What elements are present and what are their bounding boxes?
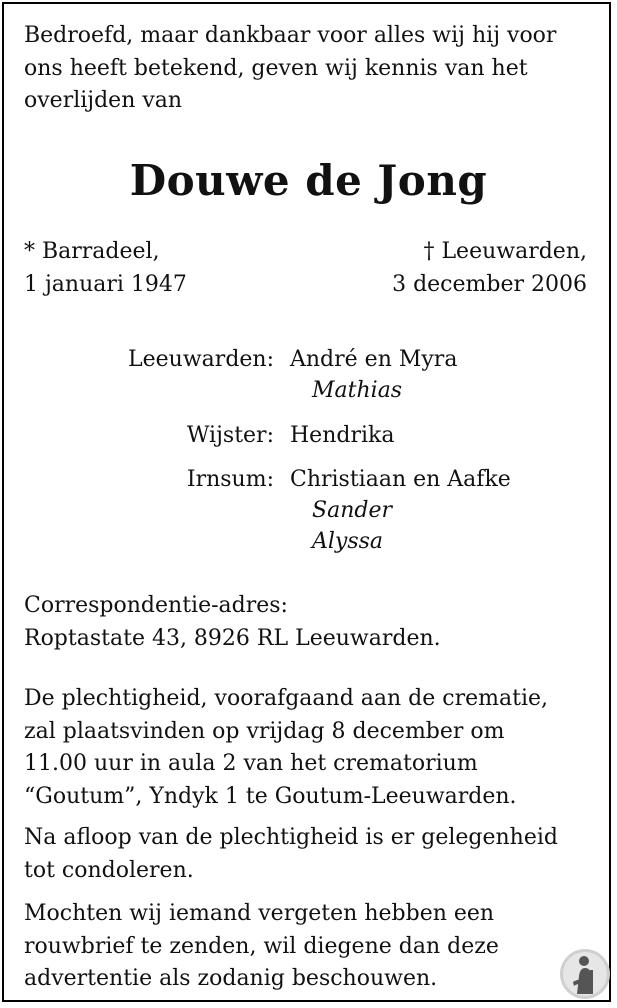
correspondence-address: Roptastate 43, 8926 RL Leeuwarden. [24,625,441,651]
birth-place: * Barradeel, [24,239,160,264]
notice-line: rouwbrief te zenden, wil diegene dan deze [24,933,499,959]
intro-line: overlijden van [24,88,183,113]
birth-date: 1 januari 1947 [24,271,187,297]
family-names [290,464,511,557]
birth-info [24,236,187,301]
obituary-frame [2,2,611,1002]
mourning-figure-icon [559,948,611,1000]
family-parents: Hendrika [290,423,395,448]
family-parents: André en Myra [290,347,458,372]
family-child: Alyssa [312,529,384,554]
correspondence-label: Correspondentie-adres: [24,593,288,618]
ceremony-line: “Goutum”, Yndyk 1 te Goutum-Leeuwarden. [24,783,517,809]
condolence-line: Na afloop van de plechtigheid is er gelegenheid [24,825,558,850]
ceremony-line: De plechtigheid, voorafgaand aan de crematie, [24,686,549,711]
intro-line: Bedroefd, maar dankbaar voor alles wij hij voor [24,23,557,48]
ceremony-text [24,683,548,813]
family-child: Mathias [312,378,403,403]
family-parents: Christiaan en Aafke [290,467,511,492]
correspondence [24,590,441,655]
family-names [290,420,394,451]
death-date: 3 december 2006 [392,271,587,297]
family-place: Irnsum: [186,467,274,492]
family-place: Leeuwarden: [128,347,274,372]
death-place: † Leeuwarden, [423,239,587,264]
intro-line: ons heeft betekend, geven wij kennis van het [24,55,528,81]
notice-text [24,898,499,996]
intro-text [24,20,556,118]
death-info [392,236,587,301]
family-names [290,344,457,406]
deceased-name: Douwe de Jong [129,156,488,205]
condolence-text [24,822,558,887]
ceremony-line: 11.00 uur in aula 2 van het crematorium [24,751,478,776]
notice-line: Mochten wij iemand vergeten hebben een [24,901,495,926]
family-place: Wijster: [186,423,274,448]
notice-line: advertentie als zodanig beschouwen. [24,966,438,991]
condolence-line: tot condoleren. [24,857,194,883]
ceremony-line: zal plaatsvinden op vrijdag 8 december om [24,718,505,744]
family-child: Sander [312,498,392,523]
